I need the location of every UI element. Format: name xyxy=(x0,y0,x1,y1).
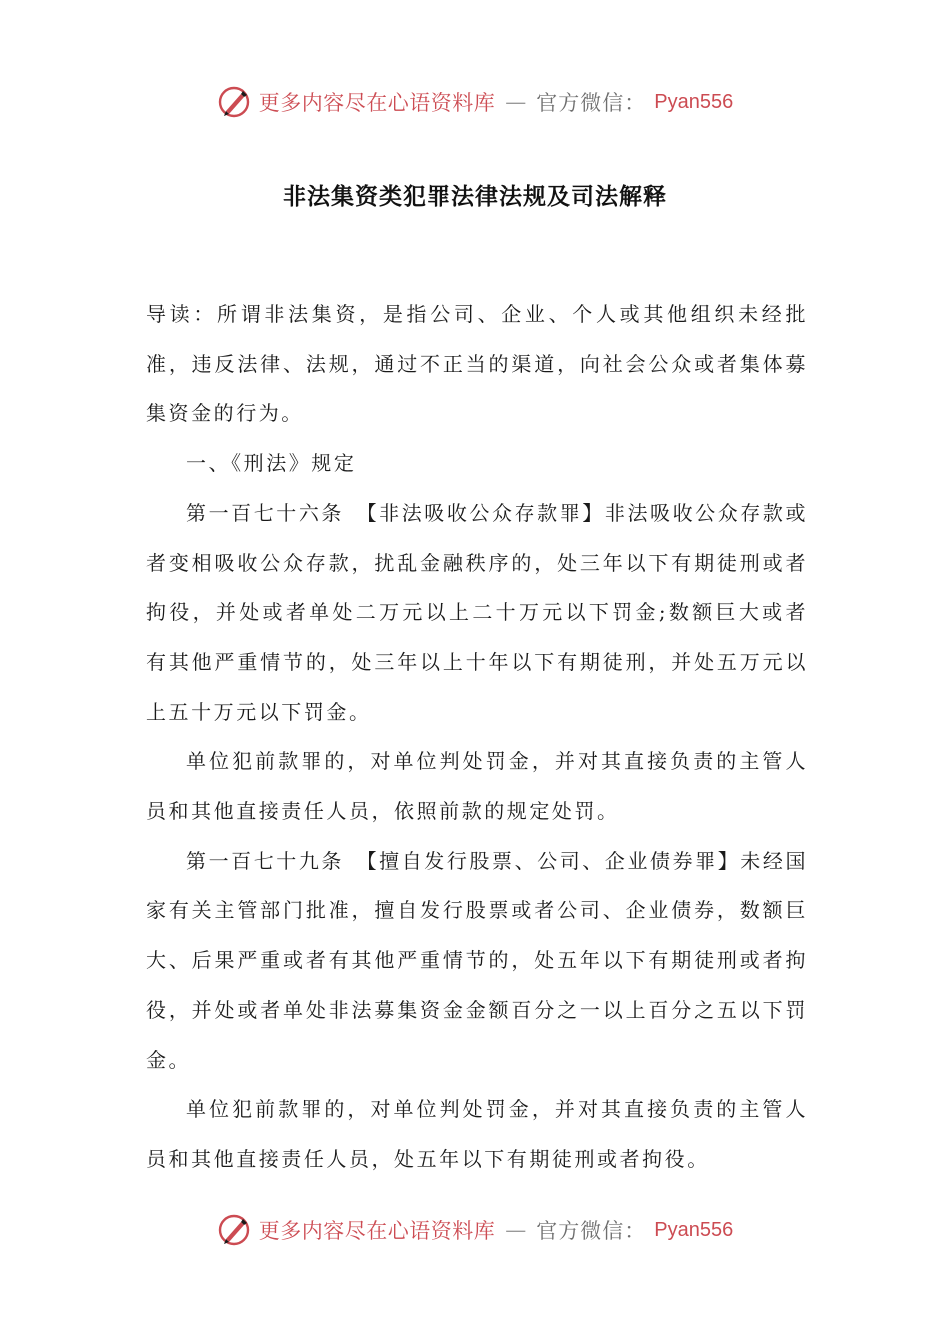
article-176-paragraph: 第一百七十六条 【非法吸收公众存款罪】非法吸收公众存款或者变相吸收公众存款，扰乱金融秩序的，处三年以下有期徒刑或者拘役，并处或者单处二万元以上二十万元以下罚金;数额巨大或者有其他严重情节的，处三年以上十年以下有期徒刑，并处五万元以上五十万元以下罚金。 xyxy=(146,500,808,724)
intro-paragraph: 导读：所谓非法集资，是指公司、企业、个人或其他组织未经批准，违反法律、法规，通过不正当的渠道，向社会公众或者集体募集资金的行为。 xyxy=(146,302,808,426)
document-title: 非法集资类犯罪法律法规及司法解释 xyxy=(283,184,667,210)
section-heading: 一、《刑法》规定 xyxy=(186,451,357,476)
header-banner xyxy=(0,82,950,122)
banner-label: 官方微信： xyxy=(536,1219,647,1243)
banner-wechat-id: Pyan556 xyxy=(654,1218,734,1241)
footer-banner xyxy=(0,1210,950,1250)
banner-dash: — xyxy=(505,90,527,114)
banner-main-text: 更多内容尽在心语资料库 xyxy=(258,1219,496,1243)
banner-main-text: 更多内容尽在心语资料库 xyxy=(258,91,496,115)
article-176-unit-paragraph: 单位犯前款罪的，对单位判处罚金，并对其直接负责的主管人员和其他直接责任人员，依照前款的规定处罚。 xyxy=(146,749,808,824)
pen-logo-icon xyxy=(217,85,251,119)
banner-wechat-id: Pyan556 xyxy=(654,90,734,113)
article-179-paragraph: 第一百七十九条 【擅自发行股票、公司、企业债券罪】未经国家有关主管部门批准，擅自发行股票或者公司、企业债券，数额巨大、后果严重或者有其他严重情节的，处五年以下有期徒刑或者拘役，并处或者单处非法募集资金金额百分之一以上百分之五以下罚金。 xyxy=(146,848,808,1072)
article-179-unit-paragraph: 单位犯前款罪的，对单位判处罚金，并对其直接负责的主管人员和其他直接责任人员，处五年以下有期徒刑或者拘役。 xyxy=(146,1097,808,1171)
banner-label: 官方微信： xyxy=(536,91,647,115)
document-body xyxy=(146,290,808,1185)
banner-dash: — xyxy=(505,1218,527,1242)
pen-logo-icon xyxy=(217,1213,251,1247)
